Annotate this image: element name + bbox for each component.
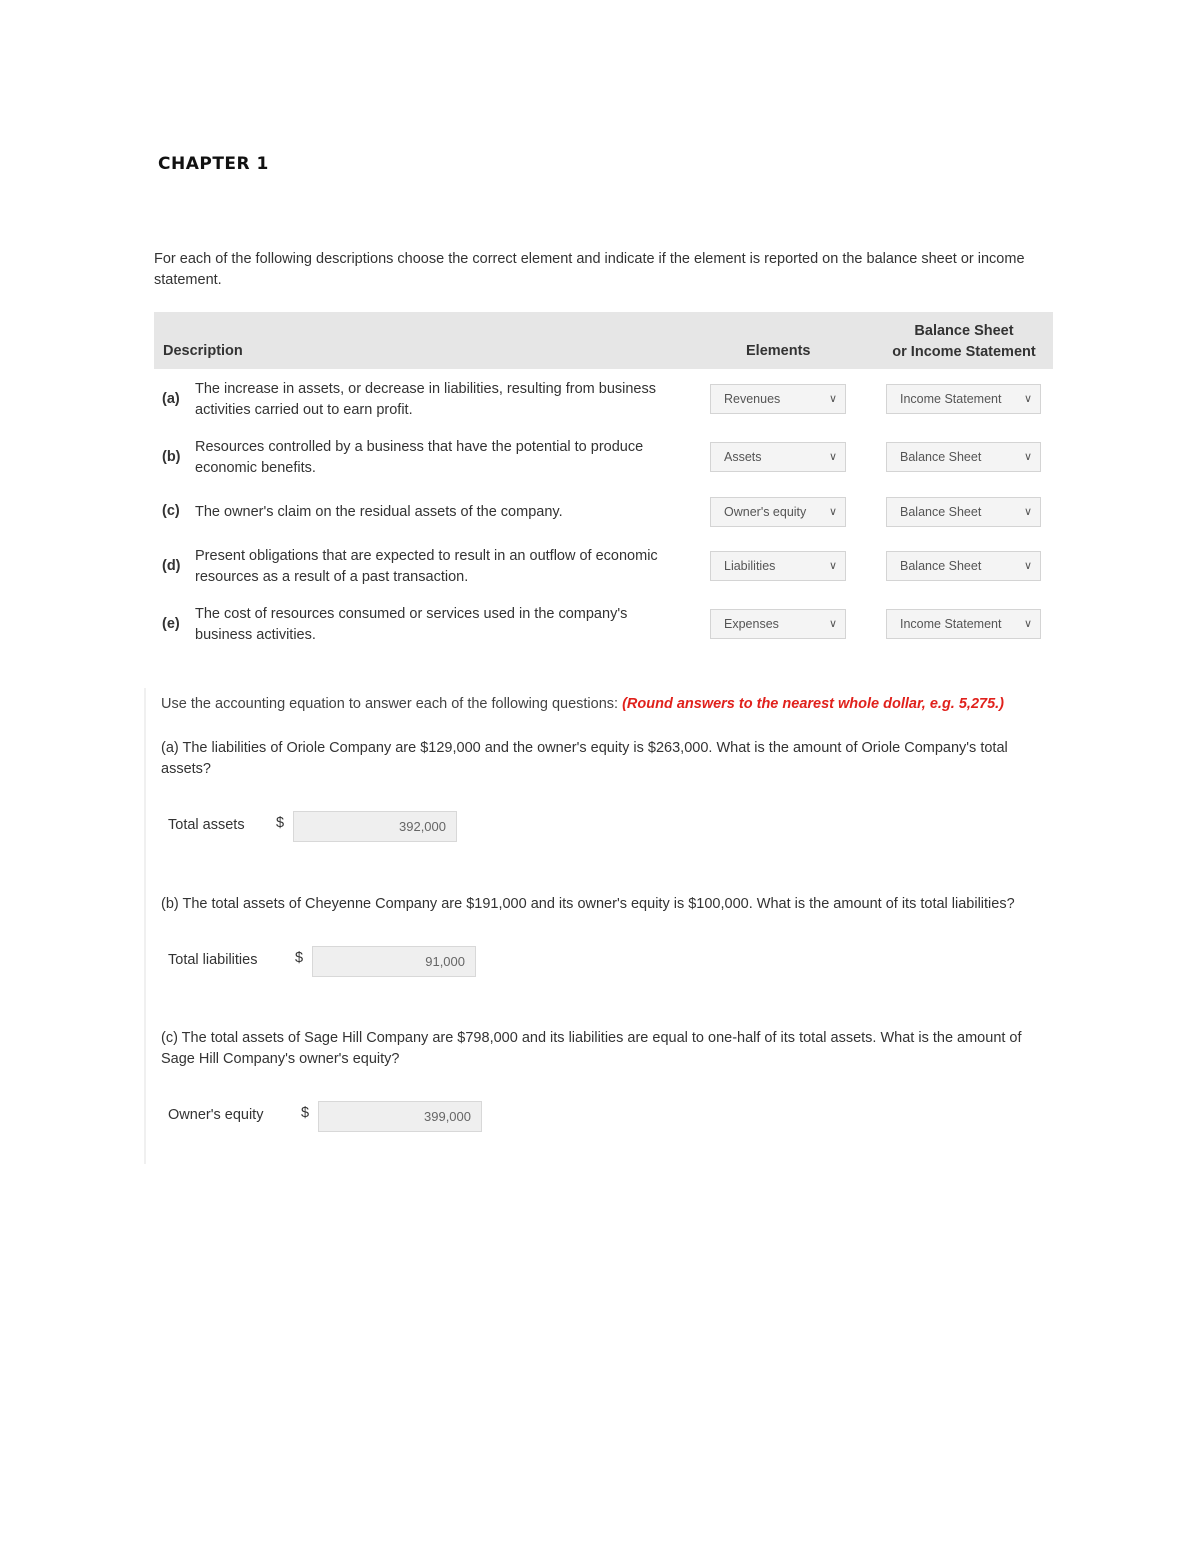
row-letter: (c) [162,503,180,519]
header-description: Description [163,343,243,359]
currency-sign: $ [276,815,285,831]
chevron-down-icon: ∨ [828,451,837,463]
statement-select-value: Balance Sheet [900,450,982,464]
element-select-value: Expenses [724,617,779,631]
row-letter: (a) [162,391,180,407]
chevron-down-icon: ∨ [1023,618,1032,630]
statement-select-value: Balance Sheet [900,505,982,519]
chevron-down-icon: ∨ [828,618,837,630]
equation-instruction [161,696,1004,712]
chapter-title: CHAPTER 1 [158,154,269,174]
table-row [154,604,1053,660]
element-select[interactable] [710,442,846,472]
chevron-down-icon: ∨ [828,560,837,572]
element-select-value: Liabilities [724,559,776,573]
table-row [154,379,1053,435]
row-description: The owner's claim on the residual assets of the company. [195,504,563,520]
row-letter: (d) [162,558,181,574]
table-row [154,546,1053,602]
row-description: The increase in assets, or decrease in liabilities, resulting from business activities carried out to earn profit. [195,381,656,418]
element-select[interactable] [710,497,846,527]
chevron-down-icon: ∨ [1023,393,1032,405]
question-c: (c) The total assets of Sage Hill Company are $798,000 and its liabilities are equal to one-half of its total assets. What is the amount of Sage Hill Company's owner's equity? [161,1030,1022,1067]
statement-select[interactable] [886,551,1041,581]
answer-label-a: Total assets [168,817,245,833]
rounding-note: (Round answers to the nearest whole dollar, e.g. 5,275.) [622,696,1005,712]
chevron-down-icon: ∨ [1023,560,1032,572]
currency-sign: $ [301,1105,310,1121]
intro-text: For each of the following descriptions choose the correct element and indicate if the element is reported on the balance sheet or income statement. [154,251,1025,288]
header-statement-line1: Balance Sheet [914,323,1014,339]
total-assets-input[interactable]: 392,000 [293,811,457,842]
total-liabilities-input[interactable]: 91,000 [312,946,476,977]
statement-select[interactable] [886,497,1041,527]
header-statement [884,321,1044,363]
element-select-value: Owner's equity [724,505,807,519]
row-description: Resources controlled by a business that have the potential to produce economic benefits. [195,439,644,476]
answer-label-b: Total liabilities [168,952,258,968]
question-a: (a) The liabilities of Oriole Company are $129,000 and the owner's equity is $263,000. What is the amount of Oriole Company's total assets? [161,740,1008,777]
answer-label-c: Owner's equity [168,1107,264,1123]
table-header [154,312,1053,369]
statement-select-value: Income Statement [900,392,1002,406]
element-select[interactable] [710,609,846,639]
chevron-down-icon: ∨ [828,506,837,518]
question-b: (b) The total assets of Cheyenne Company are $191,000 and its owner's equity is $100,000. What is the amount of its total liabilities? [161,896,1015,912]
statement-select[interactable] [886,384,1041,414]
element-select-value: Revenues [724,392,781,406]
row-description: The cost of resources consumed or services used in the company's business activities. [195,606,628,643]
statement-select-value: Balance Sheet [900,559,982,573]
chevron-down-icon: ∨ [1023,506,1032,518]
owners-equity-input[interactable]: 399,000 [318,1101,482,1132]
elements-table [154,312,1053,643]
statement-select[interactable] [886,442,1041,472]
row-letter: (e) [162,616,180,632]
table-row [154,502,1053,538]
header-statement-line2: or Income Statement [892,344,1036,360]
row-letter: (b) [162,449,181,465]
element-select[interactable] [710,551,846,581]
statement-select[interactable] [886,609,1041,639]
header-elements: Elements [746,343,811,359]
element-select[interactable] [710,384,846,414]
table-row [154,437,1053,493]
section-border [144,688,146,1164]
instruction-text: Use the accounting equation to answer each of the following questions: [161,696,623,712]
statement-select-value: Income Statement [900,617,1002,631]
currency-sign: $ [295,950,304,966]
row-description: Present obligations that are expected to result in an outflow of economic resources as a result of a past transaction. [195,548,658,585]
element-select-value: Assets [724,450,762,464]
chevron-down-icon: ∨ [1023,451,1032,463]
chevron-down-icon: ∨ [828,393,837,405]
